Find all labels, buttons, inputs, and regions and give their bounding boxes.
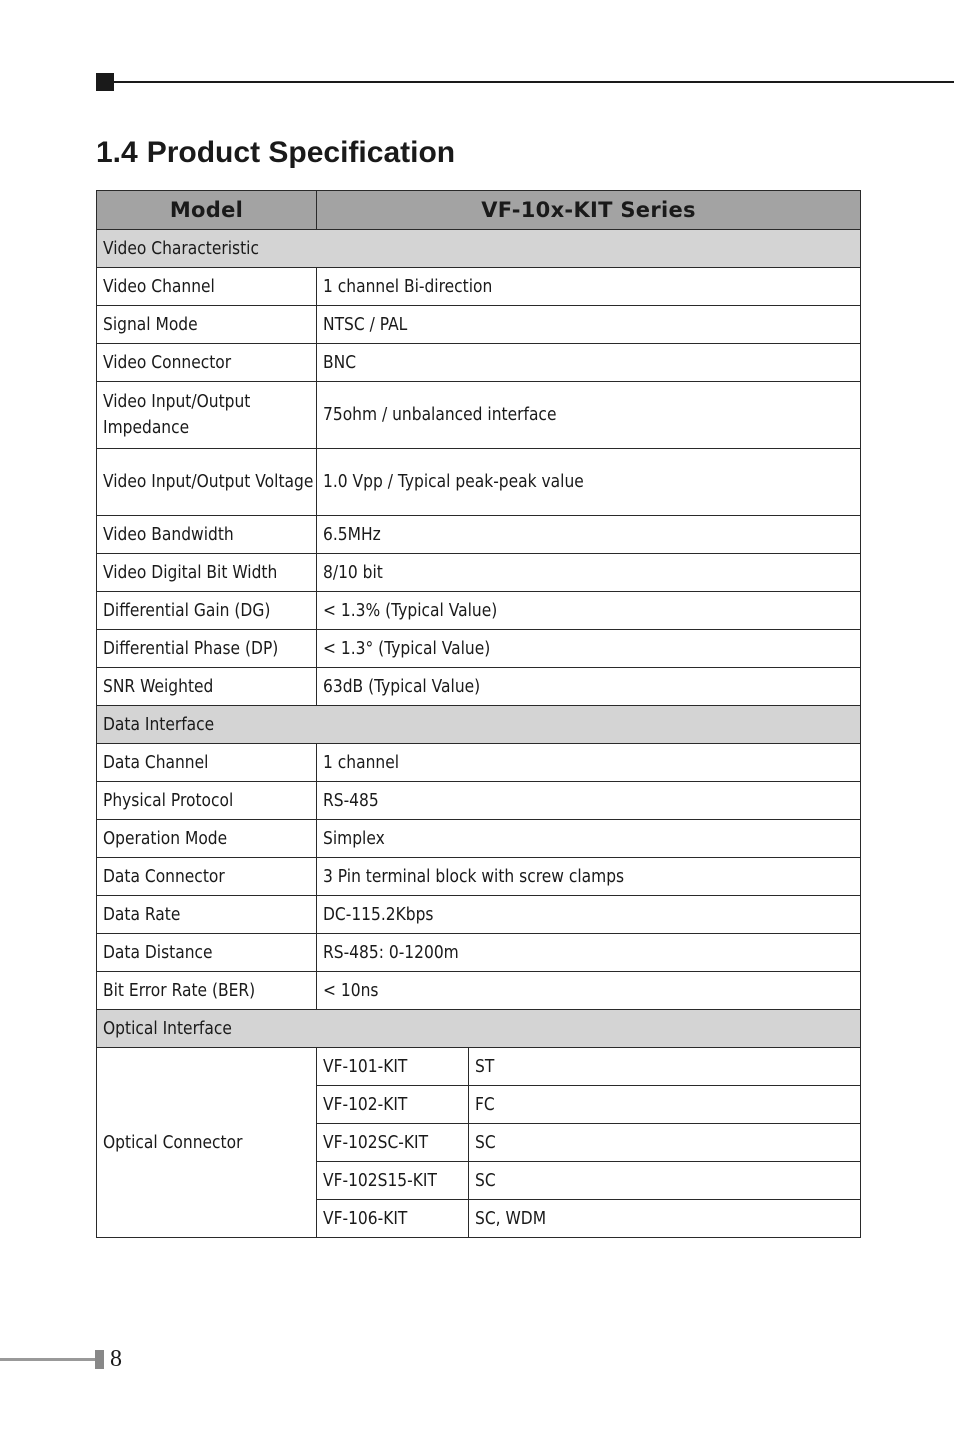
spec-label: SNR Weighted bbox=[103, 675, 214, 697]
spec-label: Signal Mode bbox=[103, 313, 198, 335]
spec-label: Data Rate bbox=[103, 903, 181, 925]
spec-value: 1 channel Bi-direction bbox=[323, 275, 493, 297]
spec-label: Video Input/Output Voltage bbox=[103, 471, 314, 492]
table-row bbox=[97, 630, 861, 668]
spec-label: Data Channel bbox=[103, 751, 209, 773]
table-row bbox=[97, 858, 861, 896]
header-model: Model bbox=[97, 191, 317, 230]
kit-model: VF-101-KIT bbox=[323, 1055, 408, 1077]
kit-model: VF-102S15-KIT bbox=[323, 1169, 437, 1191]
spec-value: 6.5MHz bbox=[323, 523, 381, 545]
table-header-row bbox=[97, 191, 861, 230]
table-row bbox=[97, 344, 861, 382]
footer-marker bbox=[95, 1350, 104, 1369]
spec-label: Video Channel bbox=[103, 275, 215, 297]
spec-value: 1 channel bbox=[323, 751, 400, 773]
spec-value: RS-485: 0-1200m bbox=[323, 941, 459, 963]
kit-model: VF-106-KIT bbox=[323, 1207, 408, 1229]
spec-value: NTSC / PAL bbox=[323, 313, 408, 335]
table-row bbox=[97, 820, 861, 858]
spec-label: Video Connector bbox=[103, 351, 232, 373]
spec-label: Video Input/Output Impedance bbox=[103, 391, 251, 438]
table-row bbox=[97, 554, 861, 592]
table-row bbox=[97, 382, 861, 449]
spec-value: 8/10 bit bbox=[323, 561, 383, 583]
spec-label: Data Connector bbox=[103, 865, 225, 887]
spec-label: Video Digital Bit Width bbox=[103, 561, 278, 583]
spec-label: Bit Error Rate (BER) bbox=[103, 979, 256, 1001]
spec-label: Differential Phase (DP) bbox=[103, 637, 279, 659]
section-label: Data Interface bbox=[103, 713, 215, 735]
table-row bbox=[97, 896, 861, 934]
kit-connector: SC bbox=[475, 1169, 496, 1191]
optical-connector-label: Optical Connector bbox=[103, 1131, 243, 1153]
section-row-optical bbox=[97, 1010, 861, 1048]
section-row-data bbox=[97, 706, 861, 744]
spec-value: DC-115.2Kbps bbox=[323, 903, 434, 925]
table-row bbox=[97, 592, 861, 630]
page-number: 8 bbox=[110, 1346, 122, 1372]
spec-value: 75ohm / unbalanced interface bbox=[323, 404, 557, 425]
section-heading bbox=[96, 136, 455, 170]
spec-table bbox=[96, 190, 861, 1238]
section-label: Optical Interface bbox=[103, 1017, 232, 1039]
table-row bbox=[97, 744, 861, 782]
kit-connector: SC, WDM bbox=[475, 1207, 547, 1229]
kit-connector: ST bbox=[475, 1055, 495, 1077]
header-rule bbox=[114, 81, 954, 83]
table-row bbox=[97, 782, 861, 820]
spec-value: 3 Pin terminal block with screw clamps bbox=[323, 865, 625, 887]
spec-value: < 10ns bbox=[323, 979, 379, 1001]
spec-label: Video Bandwidth bbox=[103, 523, 234, 545]
section-label: Video Characteristic bbox=[103, 237, 259, 259]
spec-value: < 1.3% (Typical Value) bbox=[323, 599, 498, 621]
table-row bbox=[97, 972, 861, 1010]
spec-value: RS-485 bbox=[323, 789, 379, 811]
spec-value: BNC bbox=[323, 351, 357, 373]
spec-label: Differential Gain (DG) bbox=[103, 599, 271, 621]
kit-connector: SC bbox=[475, 1131, 496, 1153]
spec-label: Data Distance bbox=[103, 941, 213, 963]
table-row bbox=[97, 449, 861, 516]
header-series: VF-10x-KIT Series bbox=[317, 191, 861, 230]
section-row-video bbox=[97, 230, 861, 268]
table-row bbox=[97, 306, 861, 344]
kit-connector: FC bbox=[475, 1093, 495, 1115]
table-row bbox=[97, 516, 861, 554]
table-row bbox=[97, 1048, 861, 1086]
spec-value: 63dB (Typical Value) bbox=[323, 675, 481, 697]
table-row bbox=[97, 934, 861, 972]
table-row bbox=[97, 668, 861, 706]
footer-rule bbox=[0, 1358, 95, 1361]
header-square-marker bbox=[96, 73, 114, 91]
spec-value: Simplex bbox=[323, 827, 385, 849]
spec-value: < 1.3° (Typical Value) bbox=[323, 637, 491, 659]
section-number: 1.4 bbox=[96, 136, 138, 169]
spec-label: Operation Mode bbox=[103, 827, 228, 849]
table-row bbox=[97, 268, 861, 306]
spec-value: 1.0 Vpp / Typical peak-peak value bbox=[323, 471, 584, 492]
section-title: Product Specification bbox=[146, 136, 456, 169]
kit-model: VF-102SC-KIT bbox=[323, 1131, 429, 1153]
kit-model: VF-102-KIT bbox=[323, 1093, 408, 1115]
spec-label: Physical Protocol bbox=[103, 789, 234, 811]
